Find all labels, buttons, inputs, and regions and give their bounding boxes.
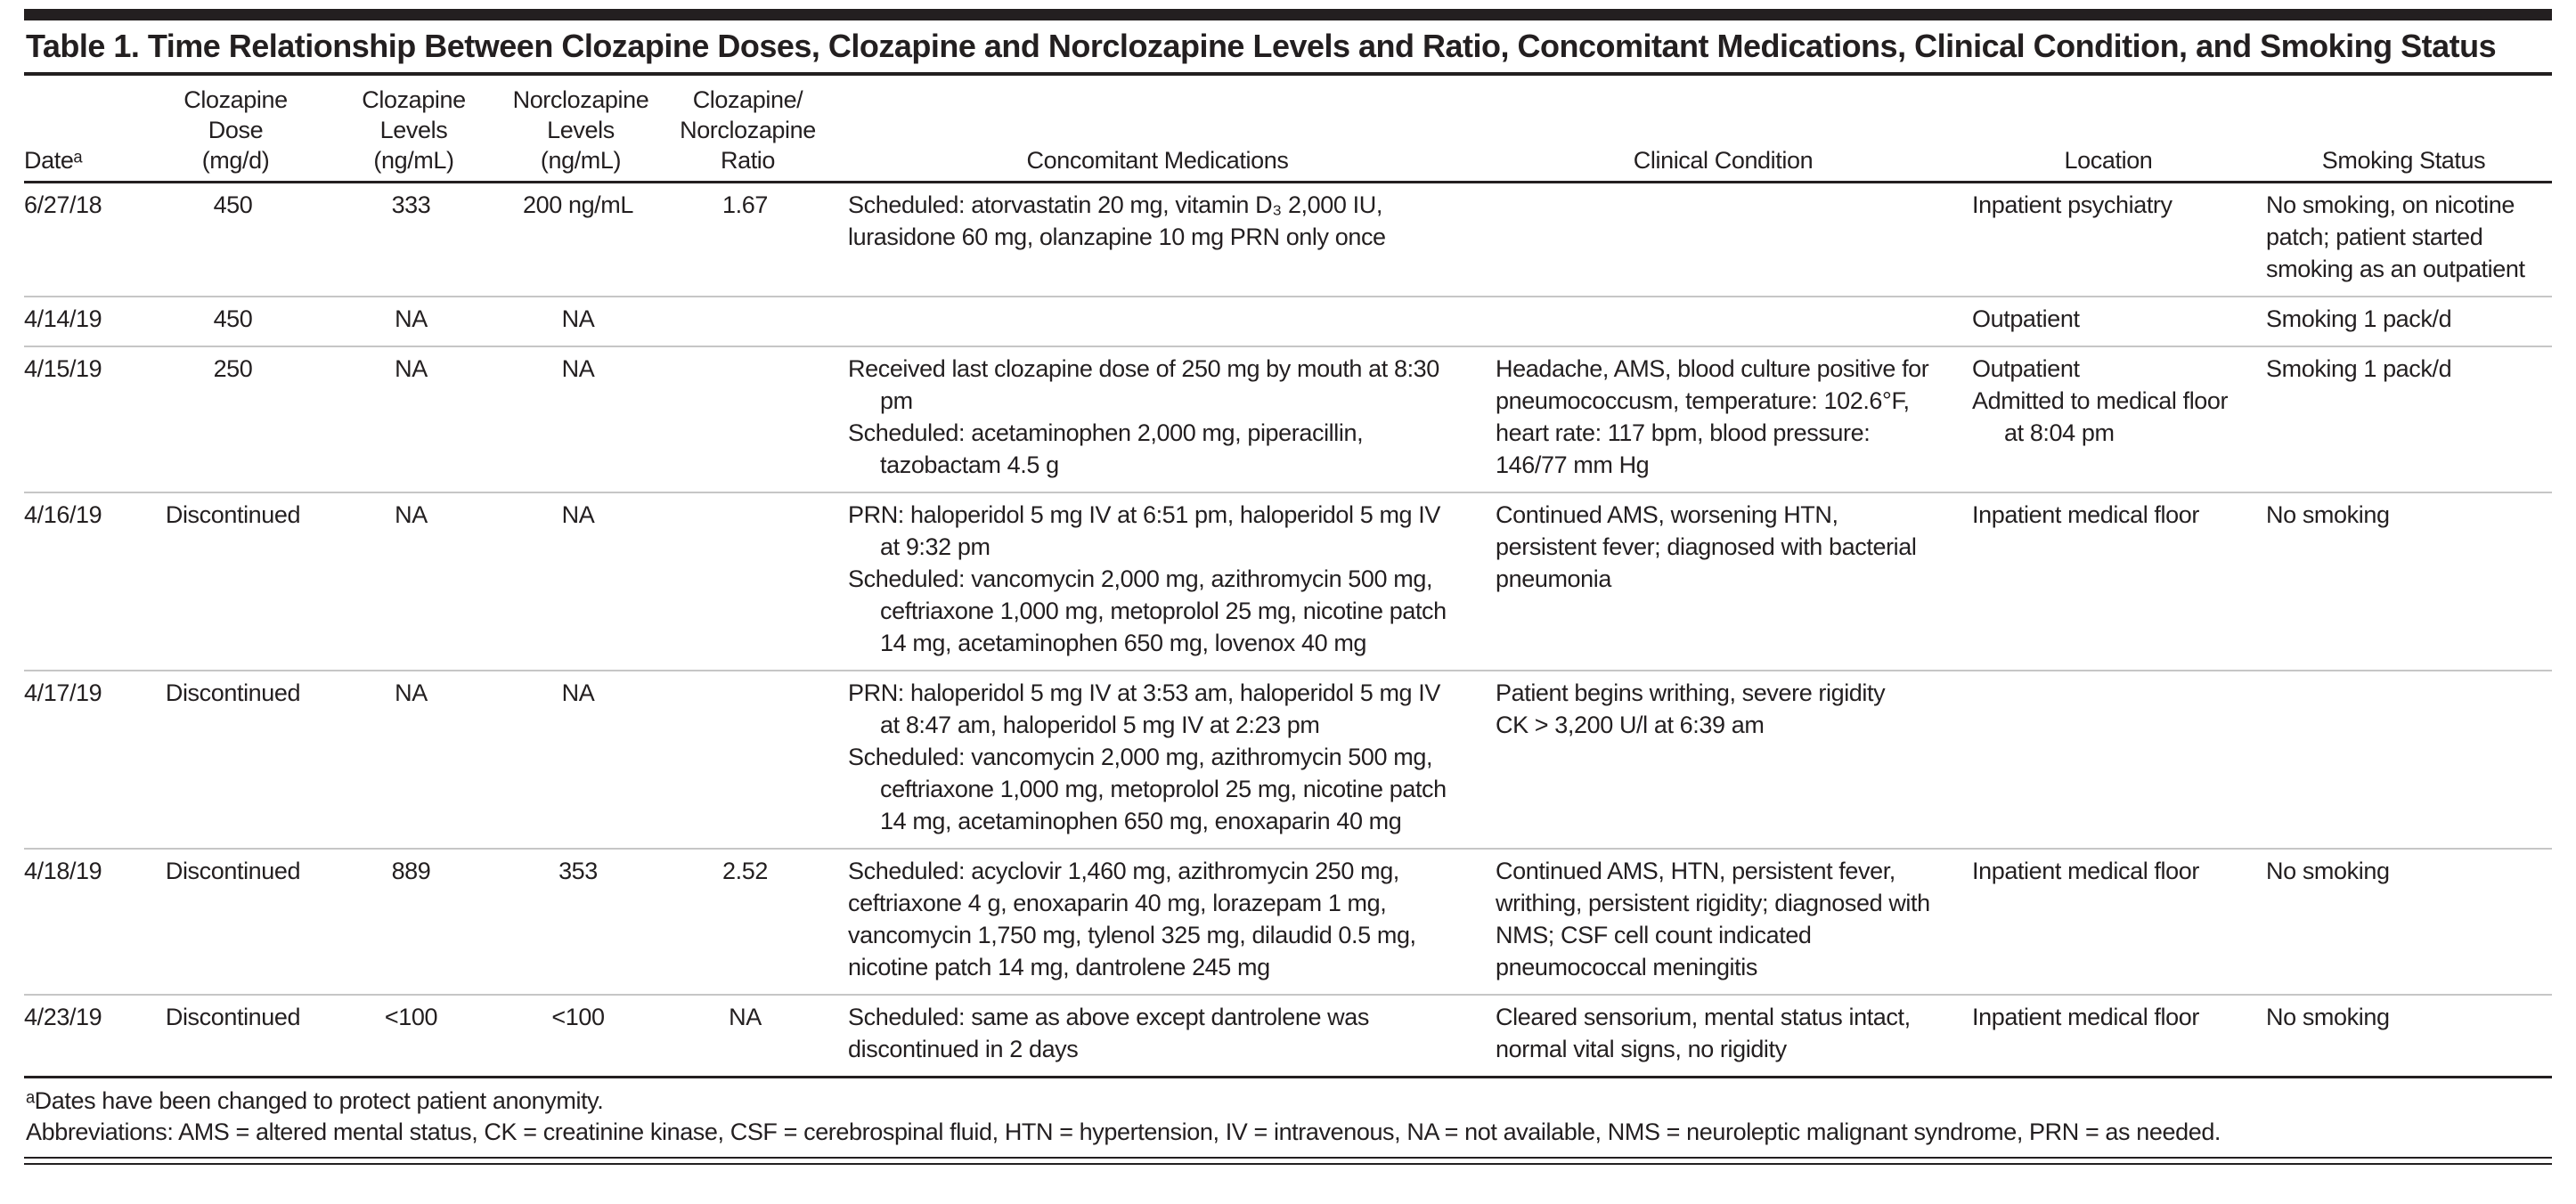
cell-clozapine-level: NA — [395, 305, 428, 332]
table-footnotes — [24, 1076, 2552, 1157]
cell-dose: 250 — [213, 355, 253, 382]
cell-clozapine-level: NA — [395, 355, 428, 382]
cell-clinical-condition: Continued AMS, HTN, persistent fever, writhing, persistent rigidity; diagnosed with NMS; CSF cell count indicated pneumococcal meningitis — [1496, 858, 1930, 980]
footnote-dates: ᵃDates have been changed to protect patient anonymity. — [26, 1087, 604, 1114]
table-body — [24, 183, 2552, 1077]
cell-location — [1961, 671, 2255, 849]
header-location: Location — [1961, 76, 2255, 183]
cell-smoking-status: No smoking, on nicotine patch; patient started smoking as an outpatient — [2266, 191, 2525, 282]
header-norclozapine-levels: Norclozapine Levels (ng/mL) — [496, 76, 665, 183]
top-rule — [24, 9, 2552, 20]
cell-norclozapine-level: NA — [561, 679, 595, 706]
header-row — [24, 76, 2552, 183]
cell-dose: 450 — [213, 305, 253, 332]
cell-date: 4/16/19 — [24, 501, 102, 528]
cell-dose: Discontinued — [165, 501, 301, 528]
table-row — [24, 297, 2552, 346]
cell-ratio — [665, 492, 830, 671]
cell-date: 4/18/19 — [24, 858, 102, 884]
cell-location: Outpatient — [1972, 305, 2080, 332]
cell-ratio — [665, 346, 830, 492]
table-header — [24, 76, 2552, 183]
header-clinical-condition: Clinical Condition — [1485, 76, 1961, 183]
table-row — [24, 849, 2552, 995]
cell-medications: Scheduled: atorvastatin 20 mg, vitamin D₃ 2,000 IU, lurasidone 60 mg, olanzapine 10 mg PRN only once — [848, 191, 1386, 250]
cell-clozapine-level: NA — [395, 679, 428, 706]
header-ratio: Clozapine/ Norclozapine Ratio — [665, 76, 830, 183]
cell-norclozapine-level: 200 ng/mL — [523, 191, 633, 218]
cell-medications: Received last clozapine dose of 250 mg by mouth at 8:30 pm Scheduled: acetaminophen 2,000 mg, piperacillin, tazobactam 4.5 g — [848, 355, 1439, 478]
cell-norclozapine-level: NA — [561, 355, 595, 382]
cell-clinical-condition — [1485, 297, 1961, 346]
cell-location: Inpatient medical floor — [1972, 501, 2199, 528]
cell-ratio — [665, 297, 830, 346]
cell-norclozapine-level: 353 — [558, 858, 598, 884]
cell-smoking-status: No smoking — [2266, 501, 2390, 528]
cell-date: 4/15/19 — [24, 355, 102, 382]
cell-clozapine-level: 333 — [391, 191, 431, 218]
table-row — [24, 183, 2552, 297]
header-concomitant-medications: Concomitant Medications — [830, 76, 1485, 183]
cell-medications: Scheduled: same as above except dantrolene was discontinued in 2 days — [848, 1004, 1369, 1062]
cell-norclozapine-level: NA — [561, 305, 595, 332]
cell-clozapine-level: 889 — [391, 858, 431, 884]
cell-clinical-condition: Cleared sensorium, mental status intact, normal vital signs, no rigidity — [1496, 1004, 1911, 1062]
bottom-rule — [24, 1157, 2552, 1165]
cell-medications — [830, 297, 1485, 346]
cell-smoking-status: Smoking 1 pack/d — [2266, 355, 2452, 382]
cell-location: Inpatient psychiatry — [1972, 191, 2172, 218]
cell-clozapine-level: NA — [395, 501, 428, 528]
footnote-abbreviations: Abbreviations: AMS = altered mental status, CK = creatinine kinase, CSF = cerebrospinal fluid, HTN = hypertension, IV = intravenous, NA = not available, NMS = neuroleptic malignant syndrome, PRN = as needed. — [26, 1119, 2221, 1145]
table-title: Table 1. Time Relationship Between Clozapine Doses, Clozapine and Norclozapine Levels and Ratio, Concomitant Medications, Clinical Condition, and Smoking Status — [24, 20, 2552, 76]
table-row — [24, 492, 2552, 671]
header-clozapine-dose: Clozapine Dose (mg/d) — [140, 76, 331, 183]
cell-ratio: NA — [729, 1004, 762, 1030]
cell-dose: 450 — [213, 191, 253, 218]
data-table — [24, 76, 2552, 1076]
cell-dose: Discontinued — [165, 679, 301, 706]
cell-clozapine-level: <100 — [384, 1004, 438, 1030]
cell-dose: Discontinued — [165, 1004, 301, 1030]
cell-ratio: 1.67 — [722, 191, 768, 218]
header-date: Dateᵃ — [24, 76, 140, 183]
cell-norclozapine-level: NA — [561, 501, 595, 528]
cell-date: 4/14/19 — [24, 305, 102, 332]
cell-dose: Discontinued — [165, 858, 301, 884]
cell-clinical-condition — [1485, 183, 1961, 297]
cell-location: Outpatient Admitted to medical floor at 8:04 pm — [1972, 355, 2229, 446]
cell-date: 4/17/19 — [24, 679, 102, 706]
cell-clinical-condition: Headache, AMS, blood culture positive for pneumococcusm, temperature: 102.6°F, heart rate: 117 bpm, blood pressure: 146/77 mm Hg — [1496, 355, 1929, 478]
cell-smoking-status: Smoking 1 pack/d — [2266, 305, 2452, 332]
cell-date: 6/27/18 — [24, 191, 102, 218]
header-clozapine-levels: Clozapine Levels (ng/mL) — [331, 76, 496, 183]
cell-norclozapine-level: <100 — [551, 1004, 605, 1030]
cell-ratio — [665, 671, 830, 849]
table-row — [24, 671, 2552, 849]
cell-date: 4/23/19 — [24, 1004, 102, 1030]
cell-smoking-status: No smoking — [2266, 1004, 2390, 1030]
cell-clinical-condition: Patient begins writhing, severe rigidity CK > 3,200 U/l at 6:39 am — [1496, 679, 1886, 738]
cell-medications: Scheduled: acyclovir 1,460 mg, azithromycin 250 mg, ceftriaxone 4 g, enoxaparin 40 mg, lorazepam 1 mg, vancomycin 1,750 mg, tylenol 325 mg, dilaudid 0.5 mg, nicotine patch 14 mg, dantrolene 245 mg — [848, 858, 1416, 980]
cell-smoking-status: No smoking — [2266, 858, 2390, 884]
cell-location: Inpatient medical floor — [1972, 858, 2199, 884]
cell-ratio: 2.52 — [722, 858, 768, 884]
cell-clinical-condition: Continued AMS, worsening HTN, persistent fever; diagnosed with bacterial pneumonia — [1496, 501, 1917, 592]
cell-location: Inpatient medical floor — [1972, 1004, 2199, 1030]
cell-medications: PRN: haloperidol 5 mg IV at 6:51 pm, haloperidol 5 mg IV at 9:32 pm Scheduled: vancomycin 2,000 mg, azithromycin 500 mg, ceftriaxone 1,000 mg, metoprolol 25 mg, nicotine patch 14 mg, acetaminophen 650 mg, lovenox 40 mg — [848, 501, 1447, 656]
cell-medications: PRN: haloperidol 5 mg IV at 3:53 am, haloperidol 5 mg IV at 8:47 am, haloperidol 5 mg IV at 2:23 pm Scheduled: vancomycin 2,000 mg, azithromycin 500 mg, ceftriaxone 1,000 mg, metoprolol 25 mg, nicotine patch 14 mg, acetaminophen 650 mg, enoxaparin 40 mg — [848, 679, 1447, 834]
table-row — [24, 995, 2552, 1076]
header-smoking-status: Smoking Status — [2255, 76, 2552, 183]
table-row — [24, 346, 2552, 492]
cell-smoking-status — [2255, 671, 2552, 849]
